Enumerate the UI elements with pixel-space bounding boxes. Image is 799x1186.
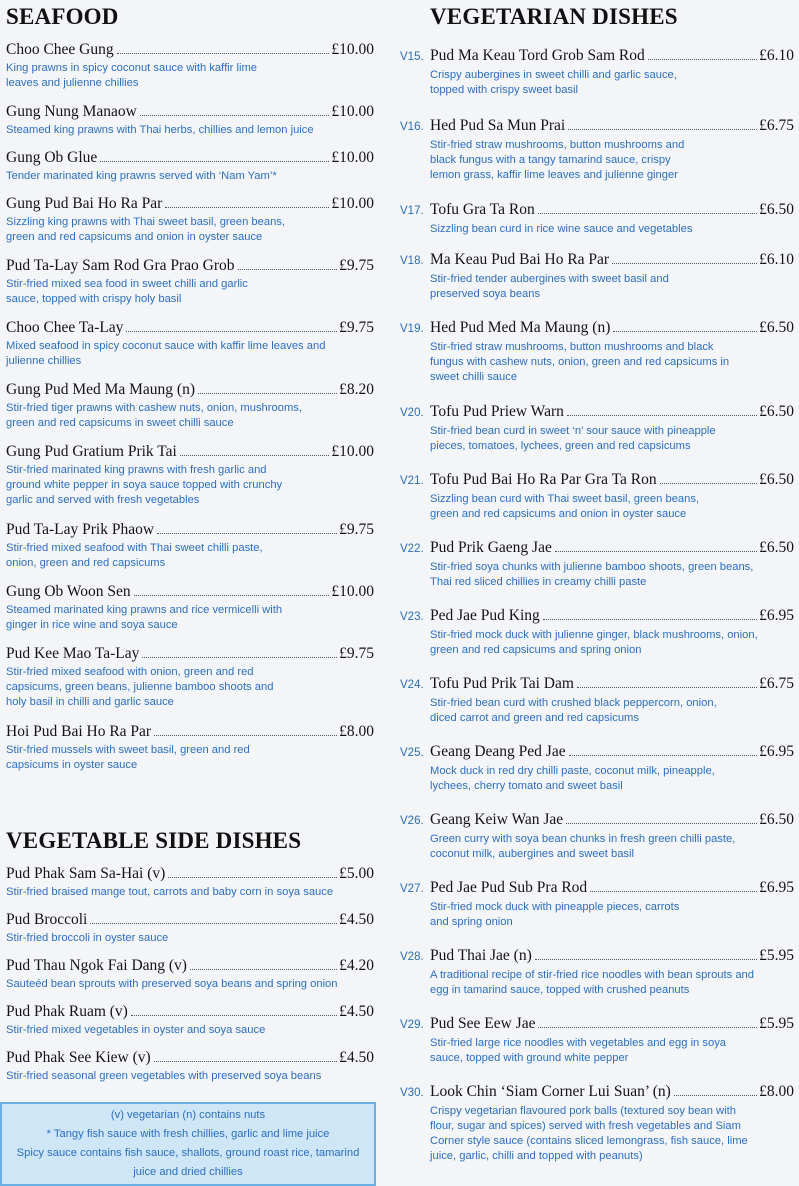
item-description: Stir-fried bean curd in sweet ‘n’ sour sauce with pineapple pieces, tomatoes, lychees, green and red capsicums [430, 425, 716, 452]
item-price: £9.75 [339, 521, 374, 538]
item-name: Gung Ob Woon Sen [6, 583, 131, 600]
menu-item [6, 644, 374, 710]
item-name: Ped Jae Pud Sub Pra Rod [430, 879, 588, 896]
item-price: £8.20 [339, 381, 374, 398]
menu-item [400, 250, 794, 302]
item-description: Stir-fried seasonal green vegetables with preserved soya beans [6, 1070, 322, 1082]
menu-item [6, 956, 374, 992]
item-price: £4.50 [339, 911, 374, 928]
item-description: Stir-fried mixed vegetables in oyster and soya sauce [6, 1024, 266, 1036]
menu-item [6, 520, 374, 571]
item-description: Stir-fried straw mushrooms, button mushrooms and black fungus with a tangy tamarind sauce, crispy lemon grass, kaffir lime leaves and julienne ginger [430, 139, 685, 181]
menu-item [400, 810, 794, 862]
item-description: Crispy aubergines in sweet chilli and garlic sauce, topped with crispy sweet basil [430, 69, 677, 96]
item-price: £6.10 [759, 251, 794, 268]
item-description: Mixed seafood in spicy coconut sauce with kaffir lime leaves and julienne chillies [6, 340, 326, 367]
item-description: Sauteéd bean sprouts with preserved soya beans and spring onion [6, 978, 338, 990]
item-code: V24. [400, 679, 424, 691]
item-code: V19. [400, 323, 424, 335]
item-name: Gung Pud Bai Ho Ra Par [6, 195, 163, 212]
item-price: £6.50 [759, 319, 794, 336]
item-name: Pud Prik Gaeng Jae [430, 539, 552, 556]
item-price: £10.00 [331, 149, 374, 166]
item-name: Hed Pud Sa Mun Prai [430, 117, 566, 134]
item-name: Ped Jae Pud King [430, 607, 540, 624]
item-price: £10.00 [331, 103, 374, 120]
item-name: Geang Keiw Wan Jae [430, 811, 564, 828]
seafood-heading: SEAFOOD [6, 4, 119, 29]
item-name: Tofu Pud Bai Ho Ra Par Gra Ta Ron [430, 471, 657, 488]
menu-item [6, 102, 374, 138]
item-price: £6.10 [759, 47, 794, 64]
menu-item [6, 442, 374, 508]
item-price: £9.75 [339, 257, 374, 274]
item-price: £10.00 [331, 443, 374, 460]
item-name: Tofu Pud Prik Tai Dam [430, 675, 574, 692]
item-description: Stir-fried mock duck with julienne ginger, black mushrooms, onion, green and red capsicums and spring onion [430, 629, 758, 656]
item-code: V23. [400, 611, 424, 623]
menu-item [400, 46, 794, 98]
menu-item [400, 878, 794, 930]
item-price: £10.00 [331, 41, 374, 58]
item-price: £4.50 [339, 1003, 374, 1020]
item-price: £6.50 [759, 201, 794, 218]
item-code: V20. [400, 407, 424, 419]
item-code: V26. [400, 815, 424, 827]
menu-item [400, 200, 794, 237]
vegetable-side-heading: VEGETABLE SIDE DISHES [6, 828, 302, 853]
menu-item [6, 194, 374, 245]
menu-item [6, 1048, 374, 1084]
menu-item [6, 722, 374, 773]
item-code: V30. [400, 1087, 424, 1099]
menu-item [6, 40, 374, 91]
menu-item [6, 148, 374, 184]
item-code: V25. [400, 747, 424, 759]
item-description: Mock duck in red dry chilli paste, coconut milk, pineapple, lychees, cherry tomato and sweet basil [430, 765, 715, 792]
item-code: V27. [400, 883, 424, 895]
item-code: V15. [400, 51, 424, 63]
item-code: V29. [400, 1019, 424, 1031]
item-description: King prawns in spicy coconut sauce with kaffir lime leaves and julienne chillies [6, 62, 258, 89]
item-name: Hoi Pud Bai Ho Ra Par [6, 723, 152, 740]
item-name: Pud Thai Jae (n) [430, 947, 532, 964]
item-description: Stir-fried tiger prawns with cashew nuts, onion, mushrooms, green and red capsicums in sweet chilli sauce [6, 402, 302, 429]
menu-item [400, 674, 794, 726]
item-price: £9.75 [339, 645, 374, 662]
item-description: Steamed king prawns with Thai herbs, chillies and lemon juice [6, 124, 314, 136]
item-price: £6.75 [759, 117, 794, 134]
item-price: £8.00 [759, 1083, 794, 1100]
item-description: Tender marinated king prawns served with ‘Nam Yam’* [6, 170, 277, 182]
menu-item [400, 606, 794, 658]
menu-item [400, 116, 794, 183]
item-name: Hed Pud Med Ma Maung (n) [430, 319, 611, 336]
menu-item [400, 946, 794, 998]
item-price: £6.75 [759, 675, 794, 692]
item-name: Choo Chee Ta-Lay [6, 319, 124, 336]
menu-item [6, 582, 374, 633]
notes-line: juice and dried chillies [133, 1166, 243, 1178]
item-name: Geang Deang Ped Jae [430, 743, 566, 760]
item-description: Sizzling bean curd in rice wine sauce and vegetables [430, 223, 693, 235]
item-description: Sizzling bean curd with Thai sweet basil, green beans, green and red capsicums and onion in oyster sauce [430, 493, 700, 520]
item-code: V17. [400, 205, 424, 217]
item-description: Stir-fried tender aubergines with sweet basil and preserved soya beans [430, 273, 669, 300]
item-code: V22. [400, 543, 424, 555]
item-price: £5.00 [339, 865, 374, 882]
item-price: £6.95 [759, 879, 794, 896]
menu-item [400, 538, 794, 590]
menu-item [6, 380, 374, 431]
item-price: £5.95 [759, 1015, 794, 1032]
item-name: Pud Broccoli [6, 911, 88, 928]
item-price: £5.95 [759, 947, 794, 964]
item-code: V21. [400, 475, 424, 487]
menu-item [400, 1014, 794, 1066]
menu-item [6, 910, 374, 946]
item-name: Pud Phak See Kiew (v) [6, 1049, 151, 1066]
item-description: Stir-fried bean curd with crushed black peppercorn, onion, diced carrot and green and red capsicums [430, 697, 717, 724]
item-name: Gung Ob Glue [6, 149, 98, 166]
item-description: A traditional recipe of stir-fried rice noodles with bean sprouts and egg in tamarind sauce, topped with crushed peanuts [430, 969, 754, 996]
item-name: Look Chin ‘Siam Corner Lui Suan’ (n) [430, 1083, 671, 1100]
item-description: Stir-fried marinated king prawns with fresh garlic and ground white pepper in soya sauce topped with crunchy garlic and served with fresh vegetables [6, 464, 283, 506]
item-name: Tofu Pud Priew Warn [430, 403, 564, 420]
item-price: £10.00 [331, 195, 374, 212]
notes-line: * Tangy fish sauce with fresh chillies, garlic and lime juice [46, 1128, 330, 1140]
item-price: £4.50 [339, 1049, 374, 1066]
item-price: £6.50 [759, 811, 794, 828]
item-name: Gung Nung Manaow [6, 103, 137, 120]
notes-box [0, 1102, 376, 1186]
notes-line: Spicy sauce contains fish sauce, shallots, ground roast rice, tamarind [16, 1147, 360, 1159]
item-description: Stir-fried mock duck with pineapple pieces, carrots and spring onion [430, 901, 680, 928]
item-name: Pud See Eew Jae [430, 1015, 536, 1032]
item-price: £9.75 [339, 319, 374, 336]
menu-item [400, 402, 794, 454]
notes-line: (v) vegetarian (n) contains nuts [110, 1109, 266, 1121]
item-description: Stir-fried mixed seafood with Thai sweet chilli paste, onion, green and red capsicums [6, 542, 263, 569]
item-description: Stir-fried straw mushrooms, button mushrooms and black fungus with cashew nuts, onion, green and red capsicums in sweet chilli sauce [430, 341, 730, 383]
item-price: £4.20 [339, 957, 374, 974]
menu-item [6, 1002, 374, 1038]
item-name: Pud Ma Keau Tord Grob Sam Rod [430, 47, 645, 64]
vegetarian-heading: VEGETARIAN DISHES [430, 4, 678, 29]
item-description: Stir-fried soya chunks with julienne bamboo shoots, green beans, Thai red sliced chillies in creamy chilli paste [430, 561, 754, 588]
item-price: £8.00 [339, 723, 374, 740]
menu-item [400, 1082, 794, 1164]
item-description: Sizzling king prawns with Thai sweet basil, green beans, green and red capsicums and onion in oyster sauce [6, 216, 286, 243]
item-name: Pud Phak Ruam (v) [6, 1003, 128, 1020]
item-description: Stir-fried mixed sea food in sweet chilli and garlic sauce, topped with crispy holy basil [6, 278, 248, 305]
item-price: £6.50 [759, 471, 794, 488]
item-name: Gung Pud Med Ma Maung (n) [6, 381, 195, 398]
item-description: Green curry with soya bean chunks in fresh green chilli paste, coconut milk, aubergines and sweet basil [430, 833, 736, 860]
item-name: Pud Thau Ngok Fai Dang (v) [6, 957, 187, 974]
item-name: Choo Chee Gung [6, 41, 114, 58]
item-price: £10.00 [331, 583, 374, 600]
item-name: Gung Pud Gratium Prik Tai [6, 443, 177, 460]
item-description: Stir-fried large rice noodles with vegetables and egg in soya sauce, topped with ground white pepper [430, 1037, 727, 1064]
item-description: Stir-fried mussels with sweet basil, green and red capsicums in oyster sauce [6, 744, 250, 771]
item-name: Pud Ta-Lay Prik Phaow [6, 521, 155, 538]
item-code: V18. [400, 255, 424, 267]
item-description: Steamed marinated king prawns and rice vermicelli with ginger in rice wine and soya sauce [6, 604, 283, 631]
menu-item [400, 742, 794, 794]
menu-item [6, 318, 374, 369]
item-description: Crispy vegetarian flavoured pork balls (textured soy bean with flour, sugar and spices) served with fresh vegetables and Siam Corner style sauce (contains sliced lemongrass, fish sauce, lime juice, garlic, chilli and topped with peanuts) [430, 1105, 748, 1162]
menu-item [400, 318, 794, 385]
item-description: Stir-fried mixed seafood with onion, green and red capsicums, green beans, julienne bamboo shoots and holy basil in chilli and garlic sauce [6, 666, 274, 708]
item-price: £6.50 [759, 403, 794, 420]
item-description: Stir-fried braised mange tout, carrots and baby corn in soya sauce [6, 886, 334, 898]
item-code: V16. [400, 121, 424, 133]
menu-item [6, 256, 374, 307]
item-price: £6.95 [759, 743, 794, 760]
item-price: £6.50 [759, 539, 794, 556]
item-description: Stir-fried broccoli in oyster sauce [6, 932, 169, 944]
item-name: Ma Keau Pud Bai Ho Ra Par [430, 251, 610, 268]
item-price: £6.95 [759, 607, 794, 624]
item-code: V28. [400, 951, 424, 963]
item-name: Tofu Gra Ta Ron [430, 201, 535, 218]
menu-item [6, 864, 374, 900]
menu-item [400, 470, 794, 522]
item-name: Pud Kee Mao Ta-Lay [6, 645, 140, 662]
item-name: Pud Ta-Lay Sam Rod Gra Prao Grob [6, 257, 235, 274]
item-name: Pud Phak Sam Sa-Hai (v) [6, 865, 166, 882]
